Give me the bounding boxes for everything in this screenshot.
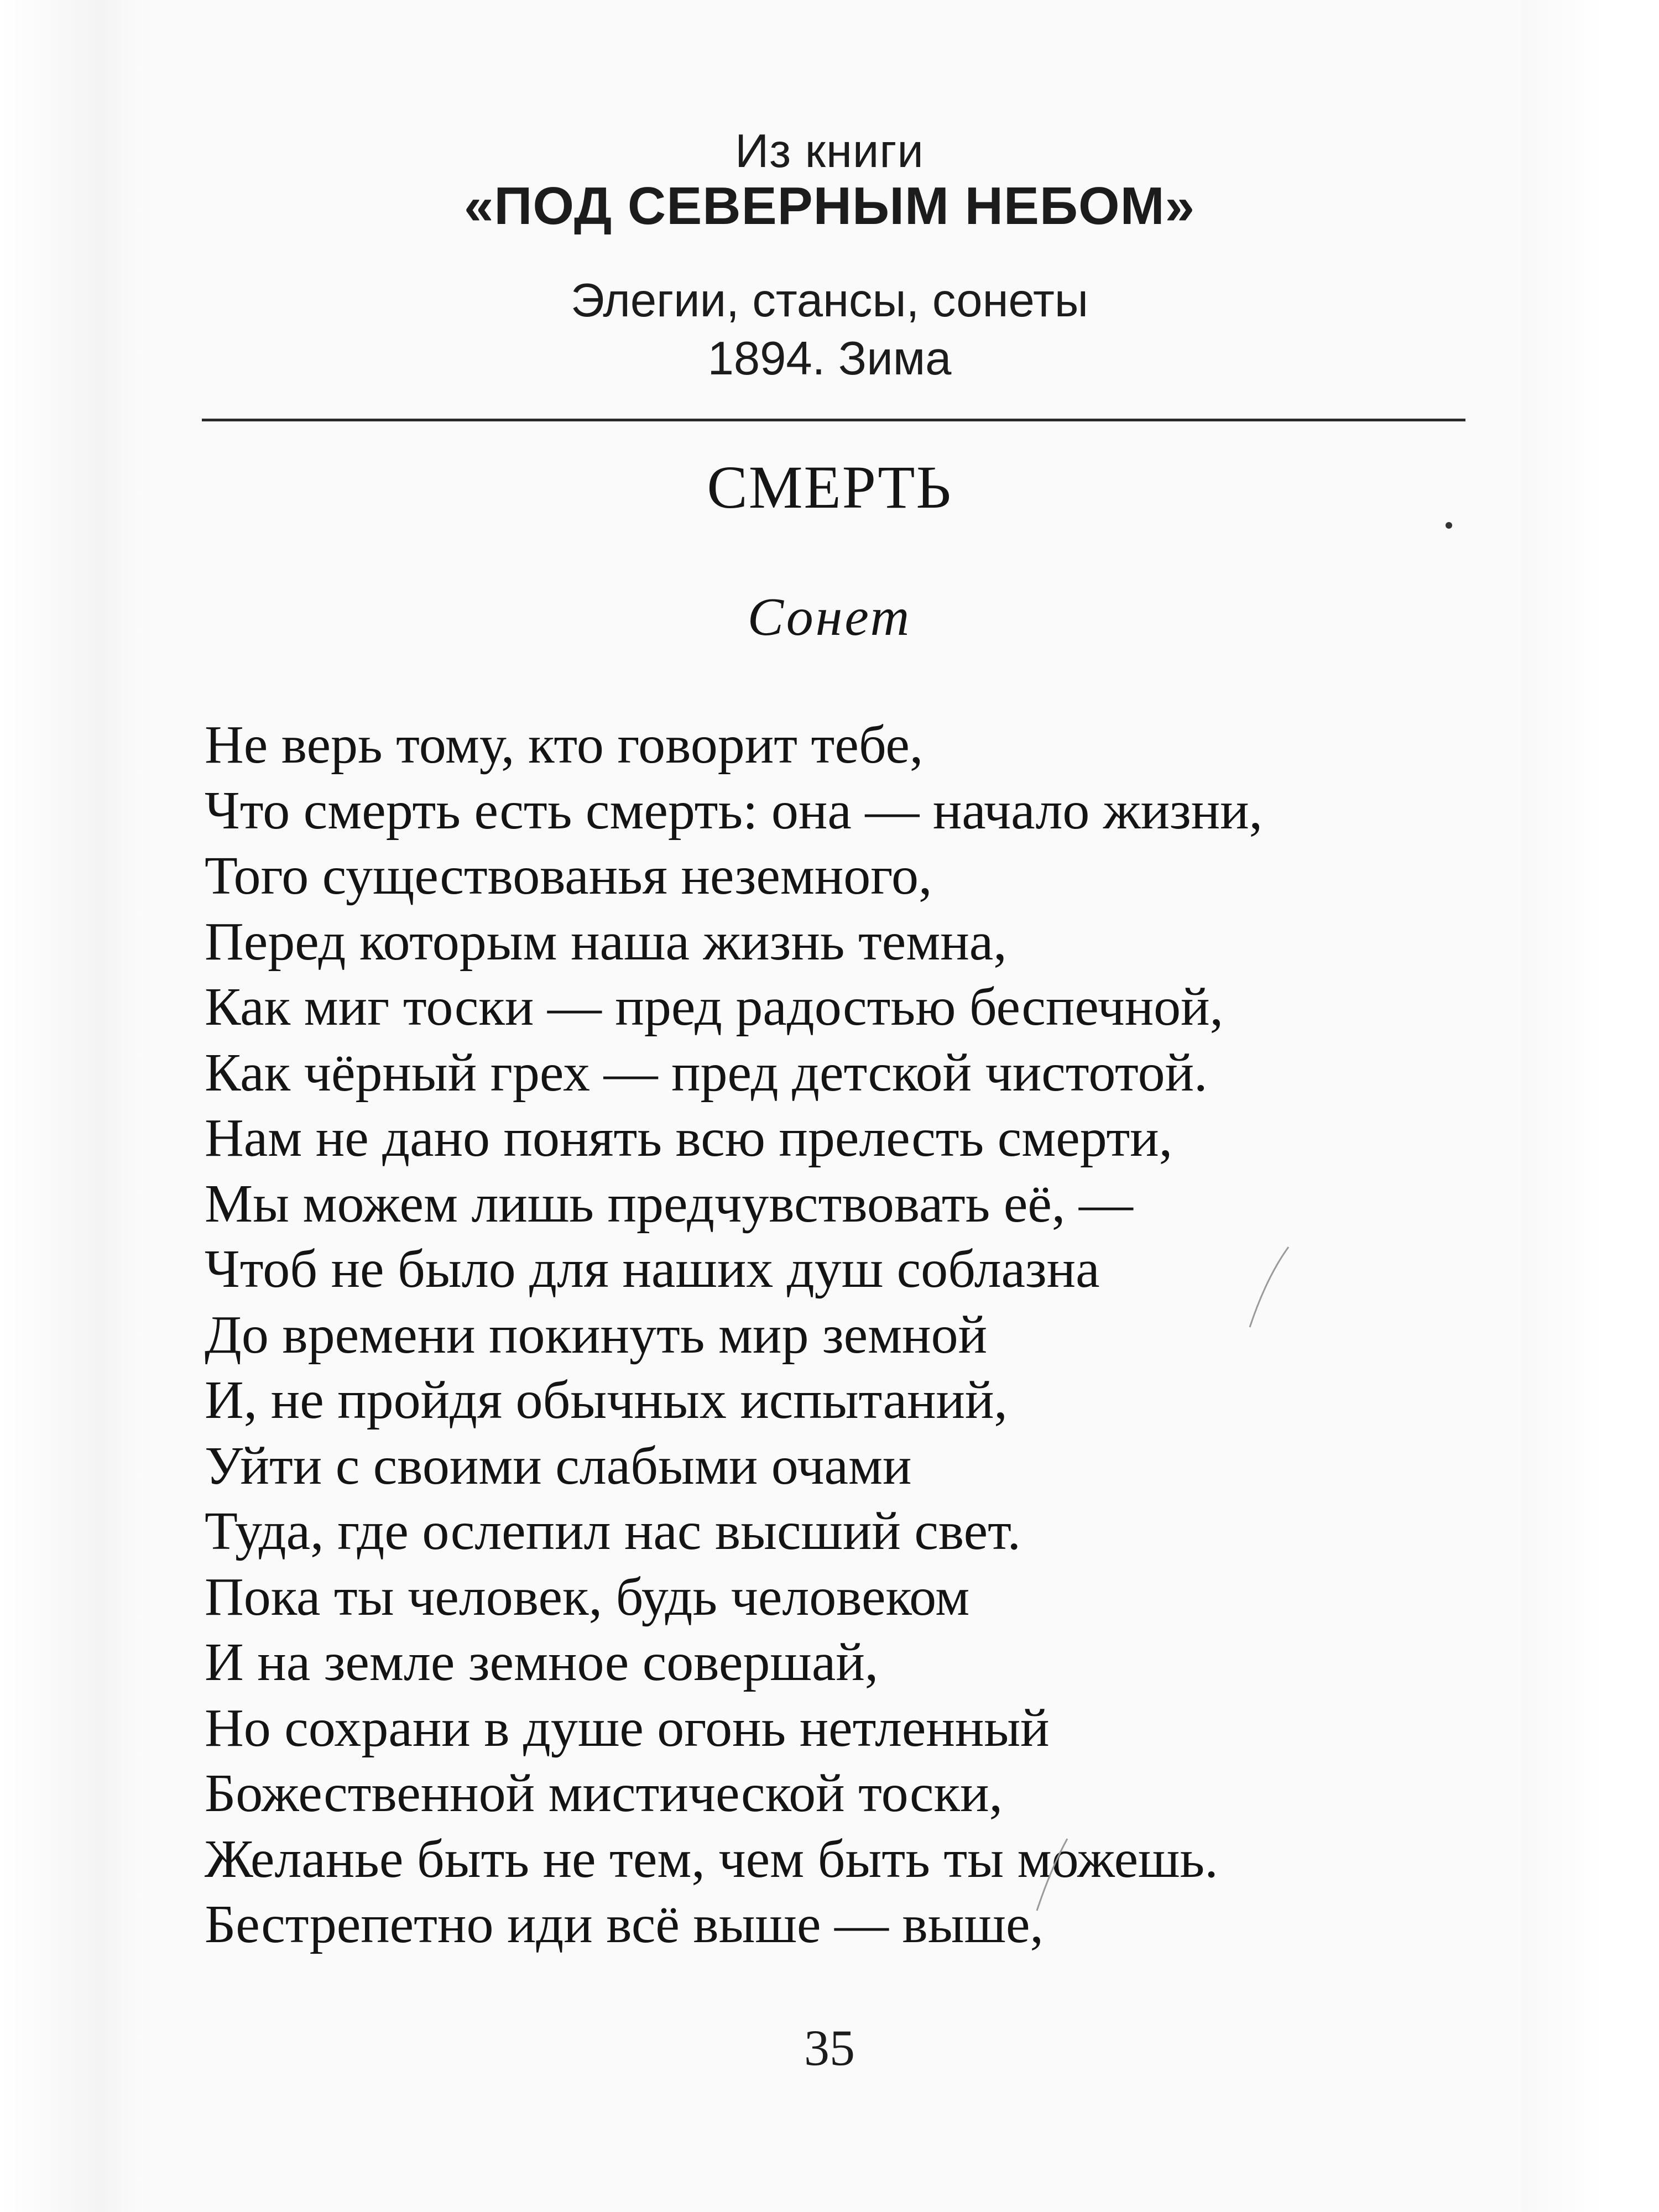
book-title: «ПОД СЕВЕРНЫМ НЕБОМ» bbox=[464, 176, 1195, 236]
poem-line: Но сохрани в душе огонь нетленный bbox=[205, 1698, 1050, 1758]
book-subtitle: Элегии, стансы, сонеты bbox=[571, 274, 1088, 327]
poem-line: Пока ты человек, будь человеком bbox=[205, 1567, 970, 1627]
poem-line: И, не пройдя обычных испытаний, bbox=[205, 1370, 1008, 1430]
poem-title: СМЕРТЬ bbox=[707, 453, 952, 521]
poem-line: Как чёрный грех — пред детской чистотой. bbox=[205, 1042, 1208, 1103]
poem-line: Как миг тоски — пред радостью беспечной, bbox=[205, 977, 1224, 1037]
poem-text bbox=[205, 712, 1477, 1958]
poem-line: Желанье быть не тем, чем быть ты можешь. bbox=[205, 1829, 1218, 1889]
poem-line: Уйти с своими слабыми очами bbox=[205, 1436, 912, 1496]
poem-line: Не верь тому, кто говорит тебе, bbox=[205, 715, 924, 775]
book-date: 1894. Зима bbox=[707, 332, 952, 385]
poem-line: Что смерть есть смерть: она — начало жизни, bbox=[205, 780, 1263, 841]
poem-line: Того существованья неземного, bbox=[205, 846, 932, 906]
poem-line: И на земле земное совершай, bbox=[205, 1632, 879, 1692]
poem-line: Туда, где ослепил нас высший свет. bbox=[205, 1501, 1021, 1561]
poem-genre: Сонет bbox=[747, 587, 912, 647]
page-number: 35 bbox=[804, 2020, 855, 2076]
poem-line: Чтоб не было для наших душ соблазна bbox=[205, 1239, 1100, 1299]
poem-line: Мы можем лишь предчувствовать её, — bbox=[205, 1173, 1133, 1234]
poem-line: До времени покинуть мир земной bbox=[205, 1305, 988, 1365]
poem-line: Бестрепетно иди всё выше — выше, bbox=[205, 1895, 1044, 1954]
poem-line: Нам не дано понять всю прелесть смерти, bbox=[205, 1108, 1173, 1168]
from-book-label: Из книги bbox=[735, 125, 924, 178]
poem-line: Перед которым наша жизнь темна, bbox=[205, 911, 1007, 972]
poem-line: Божественной мистической тоски, bbox=[205, 1764, 1003, 1823]
section-divider bbox=[202, 419, 1465, 421]
